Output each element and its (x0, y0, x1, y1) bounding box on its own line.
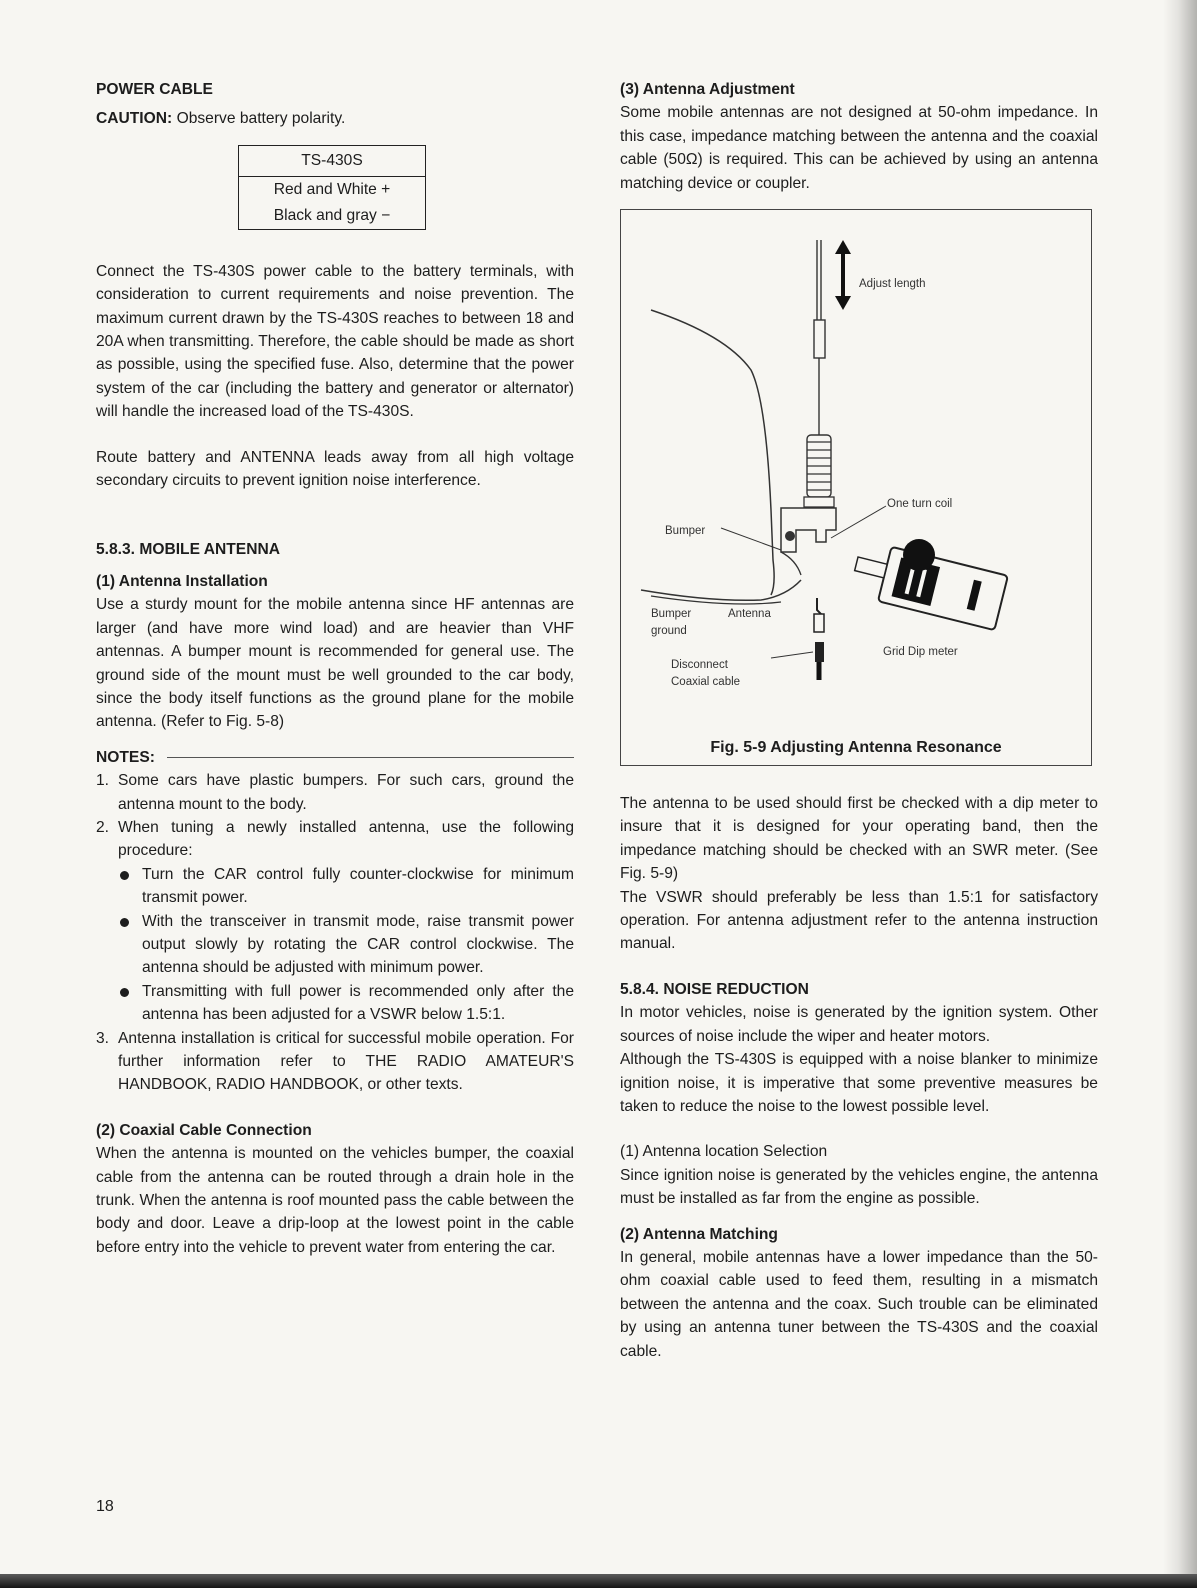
note-1 (96, 769, 574, 816)
noise-paragraph-2: Although the TS-430S is equipped with a noise blanker to minimize ignition noise, it is imperative that some preventive measures be taken to reduce the noise to the lowest possible level. (620, 1051, 1098, 1115)
adjust-arrow-up (835, 240, 851, 254)
antenna-clamp (814, 320, 825, 358)
vswr-paragraph: The VSWR should preferably be less than 1.5:1 for satisfactory operation. For antenna adjustment refer to the antenna instruction manual. (620, 888, 1098, 953)
procedure-bullets (118, 863, 574, 1027)
label-disconnect-1: Disconnect (671, 659, 728, 672)
label-disconnect-2: Coaxial cable (671, 676, 741, 689)
table-header: TS-430S (239, 145, 426, 176)
power-cable-title: POWER CABLE (96, 81, 213, 98)
bullet-1: Turn the CAR control fully counter-clockwise for minimum transmit power. (118, 863, 574, 910)
page-edge-shadow (1163, 0, 1197, 1588)
note-2-number: 2. (96, 818, 110, 836)
bumper-line (641, 580, 801, 600)
bullet-3: Transmitting with full power is recommended only after the antenna has been adjusted for a VSWR below 1.5:1. (118, 980, 574, 1027)
location-selection-title: (1) Antenna location Selection (620, 1143, 828, 1161)
gdm-coil-loop (903, 539, 935, 571)
page-number: 18 (96, 1498, 114, 1515)
coaxial-connection-title: (2) Coaxial Cable Connection (96, 1121, 312, 1139)
car-body-outline (651, 310, 774, 595)
note-2 (96, 816, 574, 1027)
section-584-title: 5.8.4. NOISE REDUCTION (620, 980, 809, 998)
coil-leader (831, 506, 886, 538)
route-leads-paragraph: Route battery and ANTENNA leads away from all high voltage secondary circuits to prevent ignition noise interference. (96, 448, 574, 490)
caution-label: CAUTION: (96, 110, 173, 128)
antenna-adjustment-title: (3) Antenna Adjustment (620, 81, 795, 98)
label-bumper-ground-1: Bumper (651, 608, 692, 621)
adjust-arrow-down (835, 296, 851, 310)
bottom-scan-edge (0, 1574, 1197, 1588)
mount-strap (781, 552, 801, 575)
antenna-diagram (621, 210, 1091, 730)
coax-connector-bottom (815, 642, 824, 662)
bullet-2: With the transceiver in transmit mode, raise transmit power output slowly by rotating the CAR control clockwise. The antenna should be adjusted with minimum power. (118, 910, 574, 980)
table-row-black: Black and gray − (273, 206, 391, 224)
noise-paragraph-1: In motor vehicles, noise is generated by the ignition system. Other sources of noise include the wiper and heater motors. (620, 1004, 1098, 1045)
label-adjust-length: Adjust length (859, 278, 926, 291)
label-bumper-ground-2: ground (651, 625, 687, 638)
left-column (96, 78, 574, 1259)
dip-meter-paragraph: The antenna to be used should first be checked with a dip meter to insure that it is designed for your operating band, then the impedance matching should be checked with an SWR meter. (See Fig. 5-9) (620, 795, 1098, 883)
label-antenna: Antenna (728, 608, 771, 621)
antenna-adjustment-text: Some mobile antennas are not designed at 50-ohm impedance. In this case, impedance matching between the antenna and the coaxial cable (50Ω) is required. This can be achieved by using an antenna matching device or coupler. (620, 104, 1098, 192)
right-column (620, 78, 1098, 1363)
antenna-installation-title: (1) Antenna Installation (96, 572, 268, 590)
figure-caption: Fig. 5-9 Adjusting Antenna Resonance (710, 739, 1002, 757)
note-1-number: 1. (96, 772, 110, 790)
note-1-text: Some cars have plastic bumpers. For such cars, ground the antenna mount to the body. (118, 772, 574, 813)
note-3 (96, 1027, 574, 1097)
caution-line (96, 107, 574, 130)
note-3-number: 3. (96, 1029, 110, 1047)
label-bumper: Bumper (665, 525, 706, 538)
note-2-text: When tuning a newly installed antenna, use the following procedure: (118, 818, 574, 860)
figure-5-9 (620, 209, 1092, 766)
section-583-title: 5.8.3. MOBILE ANTENNA (96, 541, 280, 559)
table-row-red: Red and White + (273, 180, 391, 198)
antenna-matching-text: In general, mobile antennas have a lower impedance than the 50-ohm coaxial cable used to feed them, resulting in a mismatch between the antenna and the coax. Such trouble can be eliminated by using an antenna tuner between the TS-430S and the coaxial cable. (620, 1248, 1098, 1360)
notes-heading (96, 746, 574, 769)
mount-bolt (785, 531, 795, 541)
power-cable-paragraph: Connect the TS-430S power cable to the battery terminals, with consideration to current requirements and noise prevention. The maximum current drawn by the TS-430S reaches to between 18 and 20A when transmitting. Therefore, the cable should be made as short as possible, using the specified fuse. Also, determine that the power system of the car (including the battery and generator or alternator) will handle the increased load of the TS-430S. (96, 262, 574, 421)
coaxial-connection-text: When the antenna is mounted on the vehicles bumper, the coaxial cable from the antenna can be routed through a drain hole in the trunk. When the antenna is roof mounted pass the cable between the body and door. Leave a drip-loop at the lowest point in the cable before entry into the vehicle to prevent water from entering the car. (96, 1145, 574, 1256)
label-grid-dip-meter: Grid Dip meter (883, 646, 958, 659)
coil-base (804, 497, 834, 507)
coax-connector-top (814, 614, 824, 632)
notes-list (96, 769, 574, 1097)
disconnect-leader (771, 652, 813, 658)
antenna-installation-text: Use a sturdy mount for the mobile antenna since HF antennas are larger (and have more wind load) and are heavier than VHF antennas. A bumper mount is recommended for general use. The ground side of the mount must be well grounded to the car body, since the body itself functions as the ground plane for the mobile antenna. (Refer to Fig. 5-8) (96, 596, 574, 731)
note-3-text: Antenna installation is critical for successful mobile operation. For further information refer to THE RADIO AMATEUR'S HANDBOOK, RADIO HANDBOOK, or other texts. (118, 1029, 574, 1094)
notes-rule (167, 757, 574, 758)
antenna-matching-title: (2) Antenna Matching (620, 1225, 778, 1243)
label-one-turn-coil: One turn coil (887, 498, 953, 511)
caution-text: Observe battery polarity. (176, 110, 346, 128)
location-selection-text: Since ignition noise is generated by the vehicles engine, the antenna must be installed as far from the engine as possible. (620, 1166, 1098, 1208)
bumper-mount (781, 508, 836, 552)
notes-title: NOTES: (96, 748, 155, 766)
polarity-table (238, 145, 426, 230)
gdm-coil (855, 557, 887, 578)
